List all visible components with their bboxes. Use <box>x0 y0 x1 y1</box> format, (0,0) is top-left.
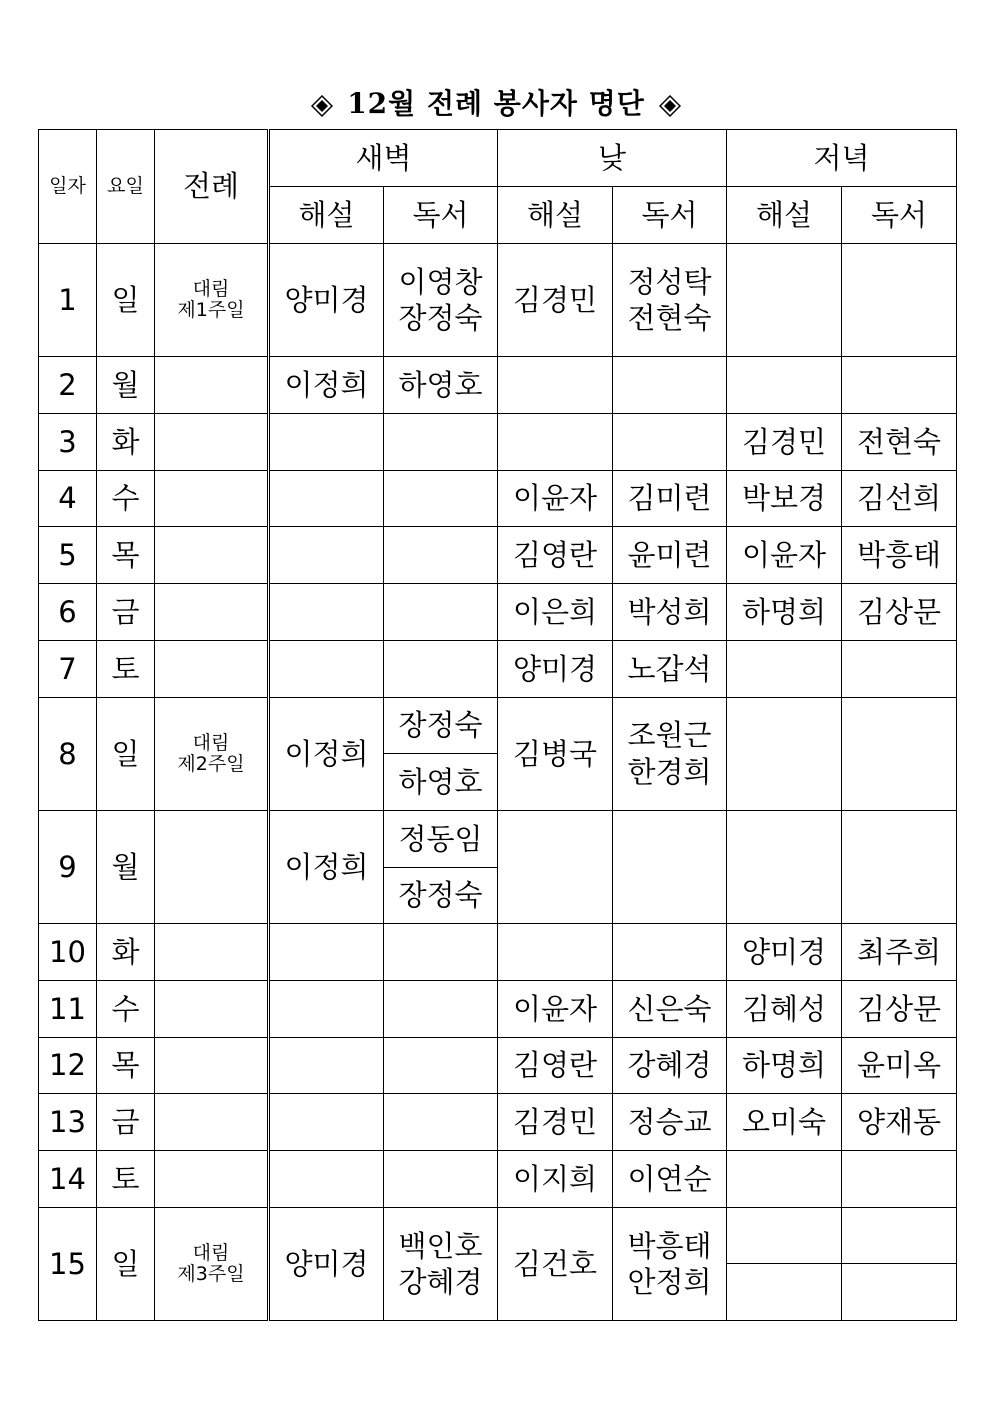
noon-commentary-cell: 이지희 <box>498 1151 613 1208</box>
evening-commentary-cell <box>727 1151 842 1208</box>
weekday-cell: 금 <box>97 584 155 641</box>
table-row <box>39 527 957 584</box>
weekday-cell: 토 <box>97 640 155 697</box>
weekday-cell: 화 <box>97 414 155 471</box>
header-dawn-commentary: 해설 <box>269 187 384 244</box>
evening-reading-cell <box>842 1207 957 1264</box>
dawn-reading-cell-line: 장정숙 <box>398 301 483 336</box>
day-cell: 15 <box>39 1207 97 1320</box>
evening-commentary-cell <box>727 697 842 810</box>
evening-reading-cell <box>842 697 957 810</box>
table-row <box>39 1094 957 1151</box>
weekday-cell: 금 <box>97 1094 155 1151</box>
day-cell: 14 <box>39 1151 97 1208</box>
noon-reading-cell <box>613 527 727 584</box>
noon-reading-cell-line: 정성탁 <box>627 264 712 299</box>
liturgy-cell <box>155 357 269 414</box>
liturgy-cell <box>155 414 269 471</box>
header-dawn: 새벽 <box>269 130 498 187</box>
liturgy-cell-line: 제1주일 <box>177 299 245 322</box>
liturgy-cell <box>155 244 269 357</box>
noon-reading-cell-line: 김미련 <box>627 481 712 516</box>
weekday-cell: 목 <box>97 527 155 584</box>
day-cell: 8 <box>39 697 97 810</box>
evening-commentary-cell <box>727 640 842 697</box>
day-cell: 1 <box>39 244 97 357</box>
roster-body <box>39 244 957 1321</box>
dawn-reading-cell: 장정숙 <box>384 697 498 754</box>
day-cell: 3 <box>39 414 97 471</box>
table-row <box>39 1151 957 1208</box>
noon-commentary-cell <box>498 357 613 414</box>
liturgy-cell-line: 대림 <box>192 1241 230 1264</box>
noon-reading-cell <box>613 697 727 810</box>
liturgy-cell <box>155 1151 269 1208</box>
day-cell: 12 <box>39 1037 97 1094</box>
header-noon: 낮 <box>498 130 727 187</box>
dawn-commentary-cell <box>269 470 384 527</box>
noon-reading-cell-line: 박흥태 <box>627 1228 712 1263</box>
evening-reading-cell: 전현숙 <box>842 414 957 471</box>
day-cell: 11 <box>39 980 97 1037</box>
noon-reading-cell-line: 이연순 <box>627 1161 712 1196</box>
dawn-commentary-cell <box>269 1094 384 1151</box>
evening-reading-cell <box>842 640 957 697</box>
noon-reading-cell-line: 노갑석 <box>627 651 712 686</box>
noon-reading-cell <box>613 980 727 1037</box>
liturgy-cell <box>155 1207 269 1320</box>
noon-reading-cell-line: 윤미련 <box>627 538 712 573</box>
evening-commentary-cell: 박보경 <box>727 470 842 527</box>
header-day: 일자 <box>39 130 97 244</box>
evening-commentary-cell: 하명희 <box>727 1037 842 1094</box>
header-noon-reading: 독서 <box>613 187 727 244</box>
day-cell: 7 <box>39 640 97 697</box>
weekday-cell: 화 <box>97 924 155 981</box>
liturgy-cell <box>155 697 269 810</box>
evening-commentary-cell <box>727 244 842 357</box>
evening-commentary-cell: 김혜성 <box>727 980 842 1037</box>
noon-commentary-cell: 이윤자 <box>498 470 613 527</box>
dawn-reading-cell <box>384 1151 498 1208</box>
dawn-reading-cell <box>384 357 498 414</box>
header-evening-commentary: 해설 <box>727 187 842 244</box>
noon-commentary-cell <box>498 414 613 471</box>
noon-commentary-cell <box>498 924 613 981</box>
day-cell: 9 <box>39 810 97 923</box>
header-evening-reading: 독서 <box>842 187 957 244</box>
noon-commentary-cell <box>498 810 613 923</box>
liturgy-cell-line: 대림 <box>192 278 230 301</box>
day-cell: 5 <box>39 527 97 584</box>
evening-reading-cell: 김상문 <box>842 980 957 1037</box>
noon-commentary-cell: 김경민 <box>498 1094 613 1151</box>
liturgy-cell-line: 대림 <box>192 731 230 754</box>
day-cell: 4 <box>39 470 97 527</box>
noon-reading-cell-line: 박성희 <box>627 594 712 629</box>
evening-reading-cell: 김선희 <box>842 470 957 527</box>
weekday-cell: 수 <box>97 980 155 1037</box>
noon-reading-cell <box>613 640 727 697</box>
evening-commentary-cell <box>727 810 842 923</box>
noon-reading-cell-line: 안정희 <box>627 1264 712 1299</box>
noon-reading-cell-line: 강혜경 <box>627 1048 712 1083</box>
dawn-reading-cell <box>384 470 498 527</box>
liturgy-cell <box>155 1094 269 1151</box>
diamond-icon <box>311 95 333 117</box>
noon-reading-cell <box>613 1151 727 1208</box>
header-weekday: 요일 <box>97 130 155 244</box>
noon-reading-cell <box>613 244 727 357</box>
liturgy-cell <box>155 527 269 584</box>
evening-reading-cell: 윤미옥 <box>842 1037 957 1094</box>
dawn-commentary-cell <box>269 640 384 697</box>
noon-commentary-cell: 김경민 <box>498 244 613 357</box>
table-row <box>39 924 957 981</box>
noon-reading-cell <box>613 1207 727 1320</box>
header-liturgy: 전례 <box>155 130 269 244</box>
dawn-commentary-cell: 이정희 <box>269 810 384 923</box>
table-row <box>39 810 957 867</box>
liturgy-cell <box>155 470 269 527</box>
noon-reading-cell <box>613 810 727 923</box>
evening-commentary-cell: 양미경 <box>727 924 842 981</box>
table-row <box>39 980 957 1037</box>
dawn-reading-cell <box>384 584 498 641</box>
header-evening: 저녁 <box>727 130 957 187</box>
dawn-commentary-cell <box>269 1151 384 1208</box>
day-cell: 10 <box>39 924 97 981</box>
page-title <box>0 82 992 122</box>
table-row <box>39 1037 957 1094</box>
dawn-reading-cell <box>384 924 498 981</box>
evening-reading-cell <box>842 1264 957 1321</box>
dawn-reading-cell <box>384 640 498 697</box>
table-row <box>39 1207 957 1264</box>
noon-commentary-cell: 이은희 <box>498 584 613 641</box>
noon-reading-cell-line: 한경희 <box>627 754 712 789</box>
noon-commentary-cell: 김영란 <box>498 527 613 584</box>
noon-commentary-cell: 김건호 <box>498 1207 613 1320</box>
noon-reading-cell <box>613 1037 727 1094</box>
liturgy-cell-line: 제3주일 <box>177 1262 245 1285</box>
liturgy-cell <box>155 980 269 1037</box>
liturgy-cell <box>155 1037 269 1094</box>
evening-reading-cell <box>842 1151 957 1208</box>
evening-commentary-cell: 김경민 <box>727 414 842 471</box>
table-row <box>39 470 957 527</box>
dawn-commentary-cell: 이정희 <box>269 357 384 414</box>
liturgy-cell-line: 제2주일 <box>177 752 245 775</box>
dawn-commentary-cell: 양미경 <box>269 1207 384 1320</box>
evening-reading-cell: 박흥태 <box>842 527 957 584</box>
title-text: 12월 전례 봉사자 명단 <box>347 87 645 120</box>
evening-commentary-cell: 하명희 <box>727 584 842 641</box>
noon-commentary-cell: 김영란 <box>498 1037 613 1094</box>
noon-reading-cell <box>613 584 727 641</box>
dawn-commentary-cell <box>269 527 384 584</box>
evening-reading-cell: 김상문 <box>842 584 957 641</box>
liturgy-cell <box>155 584 269 641</box>
dawn-reading-cell <box>384 527 498 584</box>
evening-reading-cell <box>842 244 957 357</box>
evening-reading-cell <box>842 357 957 414</box>
dawn-commentary-cell <box>269 414 384 471</box>
dawn-reading-cell: 정동임 <box>384 810 498 867</box>
evening-commentary-cell: 오미숙 <box>727 1094 842 1151</box>
noon-reading-cell-line: 신은숙 <box>627 991 712 1026</box>
table-row <box>39 244 957 301</box>
evening-commentary-cell: 이윤자 <box>727 527 842 584</box>
noon-reading-cell <box>613 414 727 471</box>
dawn-reading-cell: 장정숙 <box>384 867 498 924</box>
evening-commentary-cell <box>727 357 842 414</box>
day-cell: 13 <box>39 1094 97 1151</box>
header-noon-commentary: 해설 <box>498 187 613 244</box>
evening-commentary-cell <box>727 1207 842 1264</box>
dawn-reading-cell <box>384 244 498 357</box>
noon-commentary-cell: 이윤자 <box>498 980 613 1037</box>
dawn-commentary-cell: 이정희 <box>269 697 384 810</box>
dawn-commentary-cell <box>269 924 384 981</box>
dawn-reading-cell <box>384 1207 498 1320</box>
weekday-cell: 월 <box>97 357 155 414</box>
header-dawn-reading: 독서 <box>384 187 498 244</box>
liturgy-cell <box>155 924 269 981</box>
dawn-reading-cell-line: 강혜경 <box>398 1264 483 1299</box>
day-cell: 2 <box>39 357 97 414</box>
noon-reading-cell-line: 전현숙 <box>627 301 712 336</box>
dawn-commentary-cell: 양미경 <box>269 244 384 357</box>
dawn-reading-cell <box>384 414 498 471</box>
evening-reading-cell: 최주희 <box>842 924 957 981</box>
noon-reading-cell <box>613 470 727 527</box>
noon-reading-cell <box>613 1094 727 1151</box>
table-row <box>39 584 957 641</box>
roster-table <box>38 129 957 1321</box>
dawn-commentary-cell <box>269 584 384 641</box>
diamond-icon <box>659 95 681 117</box>
dawn-commentary-cell <box>269 1037 384 1094</box>
table-row <box>39 697 957 754</box>
table-row <box>39 414 957 471</box>
liturgy-cell <box>155 810 269 923</box>
dawn-reading-cell <box>384 1094 498 1151</box>
weekday-cell: 월 <box>97 810 155 923</box>
evening-reading-cell <box>842 810 957 923</box>
noon-reading-cell <box>613 924 727 981</box>
weekday-cell: 토 <box>97 1151 155 1208</box>
noon-commentary-cell: 김병국 <box>498 697 613 810</box>
noon-reading-cell-line: 조원근 <box>627 718 712 753</box>
dawn-reading-cell-line: 이영창 <box>398 264 483 299</box>
weekday-cell: 일 <box>97 244 155 357</box>
dawn-commentary-cell <box>269 980 384 1037</box>
evening-reading-cell: 양재동 <box>842 1094 957 1151</box>
liturgy-cell <box>155 640 269 697</box>
weekday-cell: 수 <box>97 470 155 527</box>
dawn-reading-cell: 하영호 <box>384 754 498 811</box>
evening-commentary-cell <box>727 1264 842 1321</box>
weekday-cell: 일 <box>97 697 155 810</box>
weekday-cell: 일 <box>97 1207 155 1320</box>
table-row <box>39 357 957 414</box>
table-row <box>39 640 957 697</box>
dawn-reading-cell-line: 하영호 <box>398 368 483 403</box>
dawn-reading-cell <box>384 1037 498 1094</box>
weekday-cell: 목 <box>97 1037 155 1094</box>
dawn-reading-cell <box>384 980 498 1037</box>
noon-commentary-cell: 양미경 <box>498 640 613 697</box>
dawn-reading-cell-line: 백인호 <box>398 1228 483 1263</box>
noon-reading-cell-line: 정승교 <box>627 1105 712 1140</box>
day-cell: 6 <box>39 584 97 641</box>
noon-reading-cell <box>613 357 727 414</box>
